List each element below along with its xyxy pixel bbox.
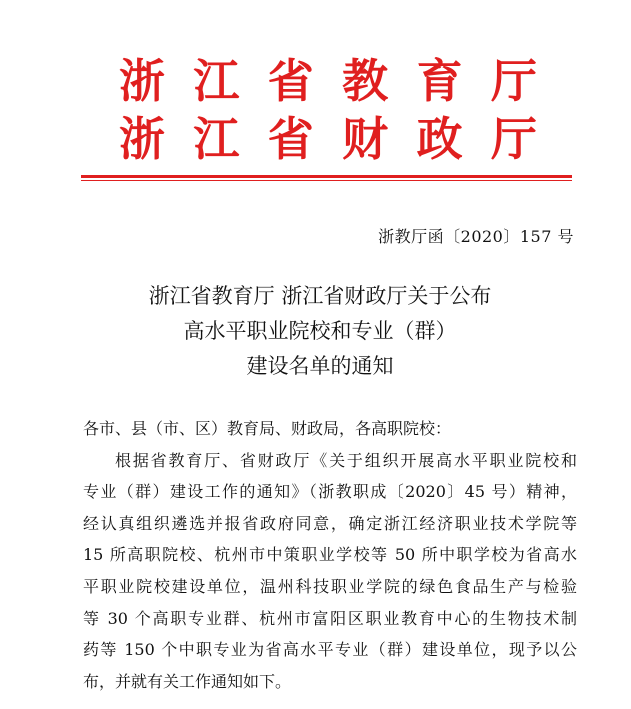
- paragraph-line: 药等 150 个中职专业为省高水平专业（群）建设单位，现予以公: [83, 640, 577, 660]
- title-line: 高水平职业院校和专业（群）: [183, 319, 457, 343]
- issuer-line-finance-dept: [118, 110, 538, 168]
- paragraph-line: 平职业院校建设单位，温州科技职业学院的绿色食品生产与检验: [83, 576, 577, 596]
- paragraph-line: 等 30 个高职专业群、杭州市富阳区职业教育中心的生物技术制: [83, 608, 577, 628]
- issuer-header: [118, 52, 538, 168]
- paragraph-line: 15 所高职院校、杭州市中策职业学校等 50 所中职学校为省高水: [83, 545, 577, 565]
- issuer-char: 教: [342, 54, 389, 108]
- issuer-char: 育: [416, 54, 463, 108]
- issuer-char: 厅: [490, 54, 537, 108]
- paragraph-line: 专业（群）建设工作的通知》（浙教职成〔2020〕45 号）精神，: [83, 482, 577, 502]
- title-line: 建设名单的通知: [246, 354, 394, 378]
- document-body: [83, 413, 577, 697]
- issuer-char: 江: [193, 112, 240, 166]
- issuer-char: 财: [342, 112, 389, 166]
- issuer-char: 浙: [119, 54, 165, 108]
- header-divider-thick: [81, 175, 572, 178]
- issuer-char: 省: [267, 54, 314, 108]
- document-number: 浙教厅函〔2020〕157 号: [378, 227, 574, 246]
- header-divider-thin: [81, 180, 572, 181]
- paragraph-line: 布，并就有关工作通知如下。: [83, 671, 292, 691]
- issuer-char: 厅: [490, 112, 537, 166]
- document-title: [60, 279, 580, 384]
- issuer-char: 政: [416, 112, 463, 166]
- issuer-char: 浙: [119, 112, 165, 166]
- issuer-char: 省: [267, 112, 314, 166]
- title-line: 浙江省教育厅 浙江省财政厅关于公布: [148, 284, 492, 308]
- paragraph-line: 根据省教育厅、省财政厅《关于组织开展高水平职业院校和: [115, 450, 577, 470]
- salutation: 各市、县（市、区）教育局、财政局，各高职院校：: [83, 419, 452, 438]
- paragraph-line: 经认真组织遴选并报省政府同意，确定浙江经济职业技术学院等: [83, 513, 577, 533]
- issuer-char: 江: [193, 54, 240, 108]
- issuer-line-education-dept: [118, 52, 538, 110]
- body-paragraph: [83, 445, 577, 698]
